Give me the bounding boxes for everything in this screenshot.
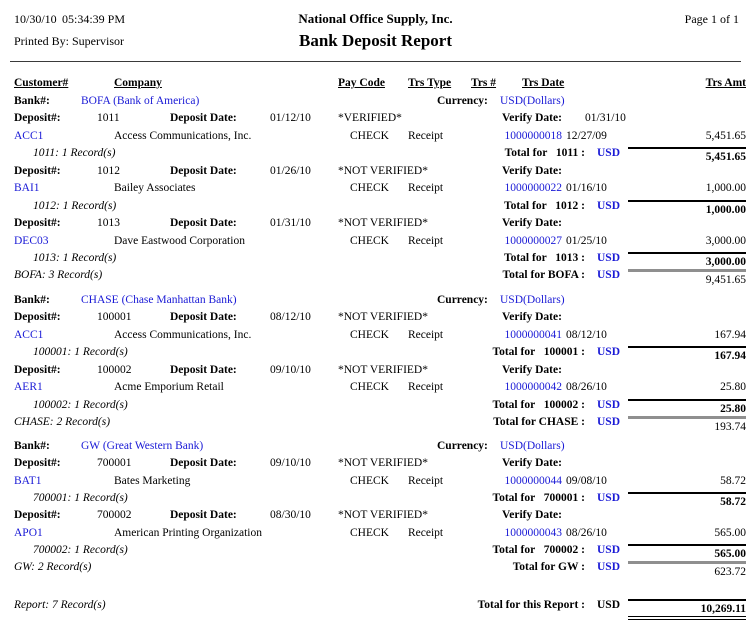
col-pay-code: Pay Code: [338, 77, 385, 89]
record-count-note: 700001: 1 Record(s): [33, 492, 128, 504]
verify-date-label: Verify Date:: [502, 217, 562, 229]
customer-code-link[interactable]: BAT1: [14, 475, 42, 487]
currency-label: Currency:: [437, 95, 488, 107]
trs-date: 09/08/10: [566, 475, 607, 487]
customer-code-link[interactable]: ACC1: [14, 130, 44, 142]
column-headers: [0, 77, 751, 94]
total-label: Total for 100002 :: [492, 399, 585, 411]
bank-total-label: Total for GW :: [512, 561, 585, 573]
customer-code-link[interactable]: AER1: [14, 381, 43, 393]
verify-date-label: Verify Date:: [502, 509, 562, 521]
total-amount: 3,000.00: [628, 252, 746, 268]
bank-label: Bank#:: [14, 95, 50, 107]
customer-code-link[interactable]: APO1: [14, 527, 43, 539]
printed-by: Printed By: Supervisor: [14, 34, 124, 48]
verify-status: *NOT VERIFIED*: [338, 217, 428, 229]
page-number: Page 1 of 1: [684, 12, 739, 26]
customer-company: American Printing Organization: [114, 527, 262, 539]
trs-number-link[interactable]: 1000000018: [504, 130, 562, 142]
trs-date: 08/26/10: [566, 381, 607, 393]
customer-company: Dave Eastwood Corporation: [114, 235, 245, 247]
trs-date: 01/25/10: [566, 235, 607, 247]
bank-name-link[interactable]: BOFA (Bank of America): [81, 95, 200, 107]
bank-record-count: GW: 2 Record(s): [14, 561, 92, 573]
total-amount: 565.00: [628, 544, 746, 560]
deposit-row: [0, 457, 751, 474]
transaction-row: [0, 235, 751, 252]
trs-number-link[interactable]: 1000000022: [504, 182, 562, 194]
deposit-date-label: Deposit Date:: [170, 112, 237, 124]
trs-amount: 565.00: [714, 527, 746, 539]
deposit-row: [0, 311, 751, 328]
total-amount: 58.72: [628, 492, 746, 508]
print-date: 10/30/10: [14, 12, 57, 26]
deposit-number: 1013: [97, 217, 120, 229]
transaction-row: [0, 182, 751, 199]
verify-date-label: Verify Date:: [502, 364, 562, 376]
usd-link[interactable]: USD: [597, 416, 621, 428]
trs-type: Receipt: [408, 381, 444, 393]
currency-label: Currency:: [437, 440, 488, 452]
record-count-note: 100002: 1 Record(s): [33, 399, 128, 411]
pay-code: CHECK: [350, 527, 389, 539]
deposit-date-label: Deposit Date:: [170, 217, 237, 229]
deposit-date-label: Deposit Date:: [170, 509, 237, 521]
currency-link[interactable]: USD(Dollars): [500, 95, 565, 107]
record-count-note: 700002: 1 Record(s): [33, 544, 128, 556]
bank-total-amount: 623.72: [628, 561, 746, 578]
deposit-label: Deposit#:: [14, 457, 61, 469]
customer-code-link[interactable]: BAI1: [14, 182, 40, 194]
transaction-row: [0, 329, 751, 346]
pay-code: CHECK: [350, 235, 389, 247]
pay-code: CHECK: [350, 130, 389, 142]
deposit-date: 01/12/10: [270, 112, 311, 124]
transaction-row: [0, 475, 751, 492]
trs-number-link[interactable]: 1000000041: [504, 329, 562, 341]
trs-number-link[interactable]: 1000000027: [504, 235, 562, 247]
header-divider: [10, 61, 741, 62]
col-trs-num: Trs #: [471, 77, 497, 89]
deposit-label: Deposit#:: [14, 217, 61, 229]
customer-company: Access Communications, Inc.: [114, 329, 252, 341]
currency-label: Currency:: [437, 294, 488, 306]
bank-total-label: Total for CHASE :: [493, 416, 585, 428]
bank-record-count: CHASE: 2 Record(s): [14, 416, 111, 428]
trs-type: Receipt: [408, 182, 444, 194]
trs-amount: 25.80: [720, 381, 746, 393]
trs-number-link[interactable]: 1000000042: [504, 381, 562, 393]
trs-amount: 3,000.00: [705, 235, 746, 247]
col-company: Company: [114, 77, 162, 89]
bank-total-row: [0, 416, 751, 433]
report-total-row: [0, 599, 751, 616]
trs-amount: 5,451.65: [705, 130, 746, 142]
customer-code-link[interactable]: ACC1: [14, 329, 44, 341]
deposit-date: 09/10/10: [270, 364, 311, 376]
verify-date: 01/31/10: [585, 112, 626, 124]
deposit-label: Deposit#:: [14, 364, 61, 376]
verify-status: *NOT VERIFIED*: [338, 457, 428, 469]
deposit-total-row: [0, 200, 751, 217]
currency-link[interactable]: USD(Dollars): [500, 440, 565, 452]
pay-code: CHECK: [350, 475, 389, 487]
deposit-label: Deposit#:: [14, 509, 61, 521]
total-label: Total for 700001 :: [492, 492, 585, 504]
deposit-number: 700002: [97, 509, 132, 521]
transaction-row: [0, 130, 751, 147]
deposit-date: 08/12/10: [270, 311, 311, 323]
report-total-label: Total for this Report :: [477, 599, 585, 611]
total-label: Total for 100001 :: [492, 346, 585, 358]
pay-code: CHECK: [350, 381, 389, 393]
deposit-date: 01/26/10: [270, 165, 311, 177]
total-amount: 5,451.65: [628, 147, 746, 163]
trs-type: Receipt: [408, 130, 444, 142]
deposit-total-row: [0, 252, 751, 269]
trs-number-link[interactable]: 1000000043: [504, 527, 562, 539]
verify-status: *NOT VERIFIED*: [338, 165, 428, 177]
col-trs-amt: Trs Amt: [705, 77, 746, 89]
verify-date-label: Verify Date:: [502, 165, 562, 177]
customer-company: Access Communications, Inc.: [114, 130, 252, 142]
bank-name-link[interactable]: CHASE (Chase Manhattan Bank): [81, 294, 237, 306]
report-total-amount: 10,269.11: [628, 599, 746, 620]
total-amount: 167.94: [628, 346, 746, 362]
deposit-row: [0, 217, 751, 234]
deposit-date-label: Deposit Date:: [170, 311, 237, 323]
deposit-date-label: Deposit Date:: [170, 457, 237, 469]
usd-link[interactable]: USD: [597, 269, 621, 281]
total-amount: 1,000.00: [628, 200, 746, 216]
deposit-label: Deposit#:: [14, 311, 61, 323]
col-trs-type: Trs Type: [408, 77, 452, 89]
total-label: Total for 1013 :: [503, 252, 585, 264]
report-record-count: Report: 7 Record(s): [14, 599, 106, 611]
usd-link[interactable]: USD: [597, 147, 621, 159]
trs-type: Receipt: [408, 235, 444, 247]
customer-company: Bailey Associates: [114, 182, 196, 194]
usd-link[interactable]: USD: [597, 561, 621, 573]
report-title: Bank Deposit Report: [298, 31, 452, 50]
deposit-row: [0, 165, 751, 182]
total-label: Total for 1011 :: [504, 147, 585, 159]
usd-link[interactable]: USD: [597, 252, 621, 264]
trs-number-link[interactable]: 1000000044: [504, 475, 562, 487]
verify-status: *VERIFIED*: [338, 112, 402, 124]
bank-row: [0, 294, 751, 311]
deposit-date: 09/10/10: [270, 457, 311, 469]
deposit-total-row: [0, 147, 751, 164]
print-time: 05:34:39 PM: [62, 12, 126, 26]
bank-row: [0, 440, 751, 457]
deposit-date-label: Deposit Date:: [170, 165, 237, 177]
trs-amount: 1,000.00: [705, 182, 746, 194]
deposit-date: 01/31/10: [270, 217, 311, 229]
trs-type: Receipt: [408, 527, 444, 539]
usd-link[interactable]: USD: [597, 399, 621, 411]
deposit-row: [0, 112, 751, 129]
deposit-number: 100002: [97, 364, 132, 376]
bank-name-link[interactable]: GW (Great Western Bank): [81, 440, 204, 452]
deposit-date-label: Deposit Date:: [170, 364, 237, 376]
bank-label: Bank#:: [14, 294, 50, 306]
deposit-label: Deposit#:: [14, 165, 61, 177]
trs-date: 01/16/10: [566, 182, 607, 194]
bank-total-label: Total for BOFA :: [502, 269, 585, 281]
customer-company: Acme Emporium Retail: [114, 381, 224, 393]
deposit-row: [0, 509, 751, 526]
usd-link[interactable]: USD: [597, 492, 621, 504]
bank-total-row: [0, 269, 751, 286]
deposit-total-row: [0, 492, 751, 509]
total-label: Total for 700002 :: [492, 544, 585, 556]
verify-status: *NOT VERIFIED*: [338, 311, 428, 323]
deposit-number: 1011: [97, 112, 120, 124]
pay-code: CHECK: [350, 329, 389, 341]
deposit-number: 700001: [97, 457, 132, 469]
deposit-number: 100001: [97, 311, 132, 323]
usd-link[interactable]: USD: [597, 346, 621, 358]
transaction-row: [0, 527, 751, 544]
record-count-note: 1011: 1 Record(s): [33, 147, 116, 159]
deposit-total-row: [0, 544, 751, 561]
report-total-currency: USD: [597, 599, 621, 611]
record-count-note: 100001: 1 Record(s): [33, 346, 128, 358]
deposit-total-row: [0, 399, 751, 416]
col-customer: Customer#: [14, 77, 69, 89]
deposit-total-row: [0, 346, 751, 363]
pay-code: CHECK: [350, 182, 389, 194]
trs-type: Receipt: [408, 475, 444, 487]
customer-company: Bates Marketing: [114, 475, 191, 487]
deposit-label: Deposit#:: [14, 112, 61, 124]
verify-status: *NOT VERIFIED*: [338, 364, 428, 376]
trs-date: 08/12/10: [566, 329, 607, 341]
trs-type: Receipt: [408, 329, 444, 341]
trs-amount: 167.94: [714, 329, 746, 341]
customer-code-link[interactable]: DEC03: [14, 235, 49, 247]
verify-date-label: Verify Date:: [502, 457, 562, 469]
bank-row: [0, 95, 751, 112]
total-amount: 25.80: [628, 399, 746, 415]
deposit-row: [0, 364, 751, 381]
trs-amount: 58.72: [720, 475, 746, 487]
verify-date-label: Verify Date:: [502, 112, 562, 124]
usd-link[interactable]: USD: [597, 544, 621, 556]
company-name-header: National Office Supply, Inc.: [298, 11, 453, 26]
bank-label: Bank#:: [14, 440, 50, 452]
record-count-note: 1012: 1 Record(s): [33, 200, 117, 212]
total-label: Total for 1012 :: [503, 200, 585, 212]
trs-date: 08/26/10: [566, 527, 607, 539]
transaction-row: [0, 381, 751, 398]
record-count-note: 1013: 1 Record(s): [33, 252, 117, 264]
bank-total-amount: 193.74: [628, 416, 746, 433]
col-trs-date: Trs Date: [522, 77, 565, 89]
trs-date: 12/27/09: [566, 130, 607, 142]
currency-link[interactable]: USD(Dollars): [500, 294, 565, 306]
bank-total-row: [0, 561, 751, 578]
verify-date-label: Verify Date:: [502, 311, 562, 323]
deposit-date: 08/30/10: [270, 509, 311, 521]
bank-total-amount: 9,451.65: [628, 269, 746, 286]
bank-record-count: BOFA: 3 Record(s): [14, 269, 103, 281]
verify-status: *NOT VERIFIED*: [338, 509, 428, 521]
deposit-number: 1012: [97, 165, 120, 177]
usd-link[interactable]: USD: [597, 200, 621, 212]
